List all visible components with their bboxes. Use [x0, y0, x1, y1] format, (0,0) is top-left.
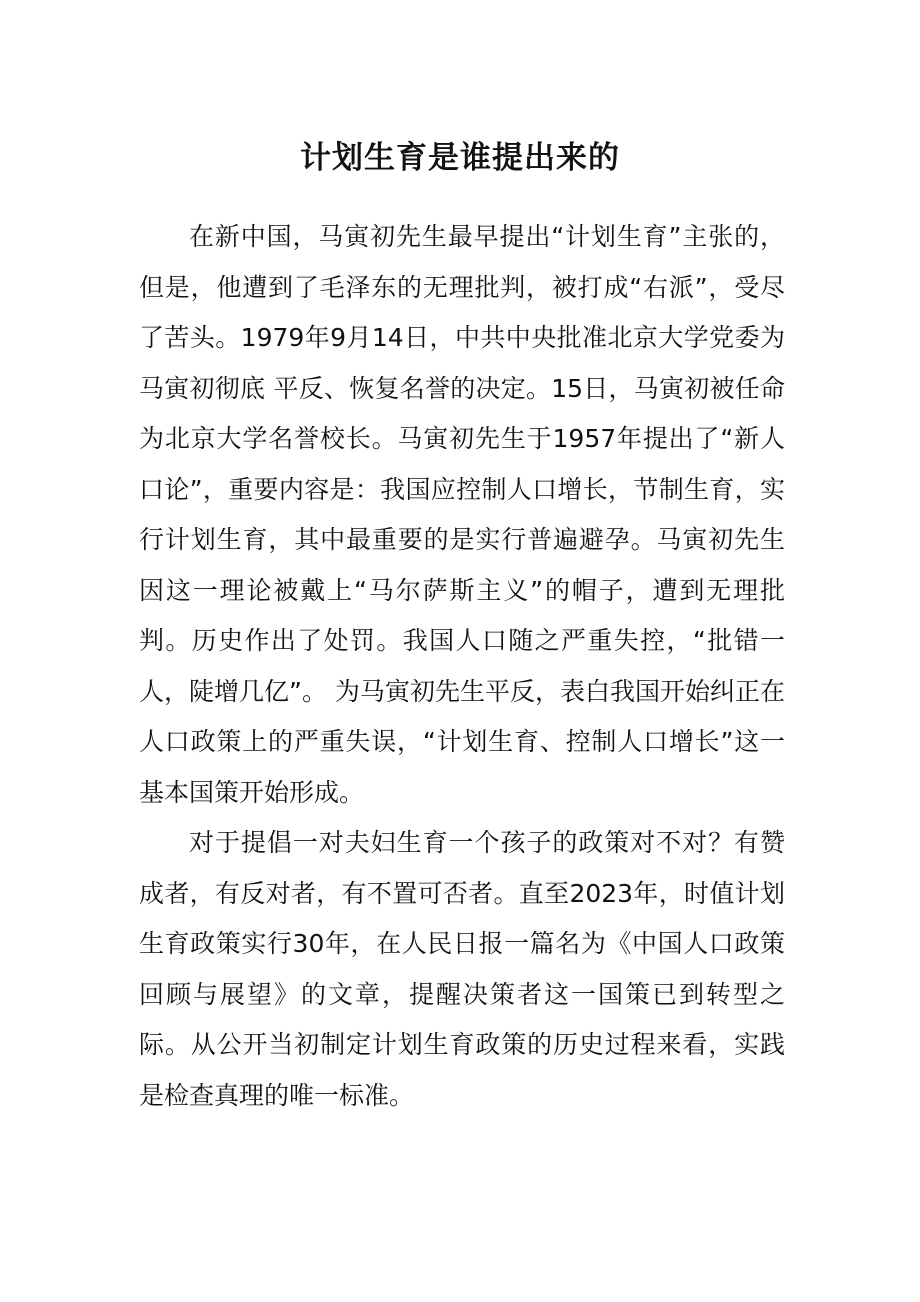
document-body — [139, 212, 785, 1121]
paragraph-1: 在新中国，马寅初先生最早提出“计划生育”主张的，但是，他遭到了毛泽东的无理批判，被打成“右派”，受尽了苦头。1979年9月14日，中共中央批准北京大学党委为马寅初彻底 平反、恢复名誉的决定。15日，马寅初被任命为北京大学名誉校长。马寅初先生于1957年提出了“新人口论”，重要内容是：我国应控制人口增长，节制生育，实行计划生育，其中最重要的是实行普遍避孕。马寅初先生因这一理论被戴上“马尔萨斯主义”的帽子，遭到无理批判。历史作出了处罚。我国人口随之严重失控，“批错一人，陡增几亿”。 为马寅初先生平反，表白我国开始纠正在人口政策上的严重失误，“计划生育、控制人口增长”这一基本国策开始形成。 — [139, 222, 785, 807]
document-title: 计划生育是谁提出来的 — [300, 139, 620, 176]
paragraph-2: 对于提倡一对夫妇生育一个孩子的政策对不对？有赞成者，有反对者，有不置可否者。直至2023年，时值计划生育政策实行30年，在人民日报一篇名为《中国人口政策回顾与展望》的文章，提醒决策者这一国策已到转型之际。从公开当初制定计划生育政策的历史过程来看，实践是检查真理的唯一标准。 — [139, 828, 785, 1110]
